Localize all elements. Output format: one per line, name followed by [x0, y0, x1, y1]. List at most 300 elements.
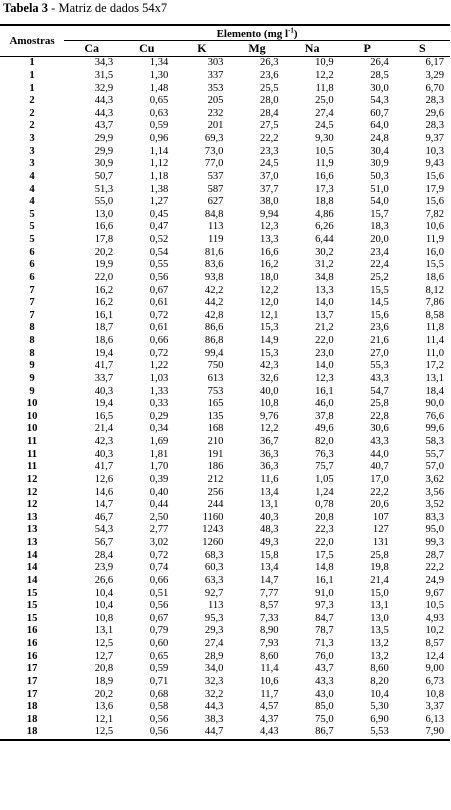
- sample-number-cell: 15: [26, 600, 38, 612]
- table-row: [0, 474, 450, 487]
- value-cell-k: 81,6: [204, 246, 224, 258]
- value-cell-p: 50,3: [370, 170, 389, 182]
- value-cell-ca: 14,7: [94, 499, 114, 511]
- value-cell-s: 76,6: [425, 410, 444, 422]
- value-cell-s: 24,9: [425, 574, 444, 586]
- value-cell-na: 16,6: [315, 170, 334, 182]
- table-row: [0, 714, 450, 727]
- value-cell-s: 8,58: [425, 309, 444, 321]
- value-cell-p: 15,7: [370, 208, 389, 220]
- sample-number-cell: 8: [29, 335, 35, 347]
- table-row: [0, 512, 450, 525]
- value-cell-na: 31,2: [315, 259, 334, 271]
- sample-number-cell: 11: [27, 436, 38, 448]
- value-cell-ca: 14,6: [94, 486, 114, 498]
- value-cell-na: 22,0: [315, 335, 334, 347]
- table-row: [0, 638, 450, 651]
- value-cell-p: 15,0: [370, 587, 389, 599]
- value-cell-p: 30,0: [370, 82, 389, 94]
- sample-number-cell: 1: [29, 69, 35, 81]
- value-cell-p: 55,3: [370, 360, 389, 372]
- value-cell-p: 15,5: [370, 284, 389, 296]
- value-cell-cu: 1,33: [149, 385, 169, 397]
- value-cell-na: 12,3: [315, 372, 334, 384]
- table-row: [0, 676, 450, 689]
- value-cell-ca: 21,4: [94, 423, 114, 435]
- value-cell-na: 49,6: [315, 423, 334, 435]
- value-cell-mg: 36,7: [260, 436, 279, 448]
- value-cell-cu: 2,77: [149, 524, 169, 536]
- value-cell-mg: 12,3: [260, 221, 279, 233]
- table-row: [0, 575, 450, 588]
- value-cell-p: 8,60: [370, 663, 389, 675]
- value-cell-ca: 13,0: [94, 208, 114, 220]
- value-cell-s: 58,3: [425, 436, 444, 448]
- sample-number-cell: 6: [29, 246, 35, 258]
- value-cell-mg: 24,5: [260, 158, 279, 170]
- value-cell-na: 10,9: [315, 57, 334, 69]
- group-header-text: Elemento (mg l: [216, 28, 289, 40]
- value-cell-s: 4,93: [425, 612, 444, 624]
- column-header-na: Na: [285, 41, 340, 57]
- value-cell-cu: 3,02: [149, 537, 169, 549]
- table-row: [0, 108, 450, 121]
- sample-number-cell: 14: [26, 562, 38, 574]
- value-cell-ca: 32,9: [94, 82, 114, 94]
- value-cell-s: 55,7: [425, 448, 444, 460]
- value-cell-k: 29,3: [204, 625, 224, 637]
- value-cell-mg: 12,2: [260, 284, 279, 296]
- value-cell-cu: 1,22: [149, 360, 169, 372]
- value-cell-ca: 16,5: [94, 410, 114, 422]
- value-cell-mg: 8,90: [260, 625, 279, 637]
- value-cell-p: 13,0: [370, 612, 389, 624]
- value-cell-p: 107: [372, 511, 389, 523]
- value-cell-s: 9,43: [425, 158, 444, 170]
- value-cell-s: 3,62: [425, 473, 444, 485]
- sample-number-cell: 14: [26, 574, 38, 586]
- value-cell-s: 6,13: [425, 713, 444, 725]
- value-cell-na: 1,05: [315, 473, 334, 485]
- value-cell-p: 6,90: [370, 713, 389, 725]
- value-cell-ca: 56,7: [94, 537, 114, 549]
- table-row: [0, 120, 450, 133]
- value-cell-p: 51,0: [370, 183, 389, 195]
- value-cell-mg: 28,0: [260, 95, 279, 107]
- value-cell-k: 303: [207, 57, 224, 69]
- value-cell-k: 86,8: [204, 335, 224, 347]
- value-cell-mg: 12,2: [260, 423, 279, 435]
- value-cell-mg: 16,2: [260, 259, 279, 271]
- value-cell-mg: 40,3: [260, 511, 279, 523]
- value-cell-cu: 0,65: [149, 650, 169, 662]
- table-row: [0, 284, 450, 297]
- value-cell-cu: 1,69: [149, 436, 169, 448]
- value-cell-cu: 0,29: [149, 410, 169, 422]
- sample-number-cell: 5: [29, 234, 35, 246]
- value-cell-na: 22,3: [315, 524, 334, 536]
- value-cell-k: 613: [207, 372, 224, 384]
- value-cell-na: 0,78: [315, 499, 334, 511]
- value-cell-p: 25,8: [370, 398, 389, 410]
- value-cell-ca: 41,7: [94, 461, 114, 473]
- sample-number-cell: 15: [26, 587, 38, 599]
- value-cell-s: 16,0: [425, 246, 444, 258]
- value-cell-cu: 0,45: [149, 208, 169, 220]
- value-cell-ca: 28,4: [94, 549, 114, 561]
- table-row: [0, 272, 450, 285]
- value-cell-mg: 4,43: [229, 726, 284, 740]
- value-cell-mg: 11,6: [260, 473, 279, 485]
- table-row: [0, 398, 450, 411]
- value-cell-na: 37,8: [315, 410, 334, 422]
- sample-number-cell: 9: [29, 372, 35, 384]
- table-row: [0, 600, 450, 613]
- value-cell-p: 24,8: [370, 133, 389, 145]
- value-cell-ca: 31,5: [94, 69, 114, 81]
- value-cell-p: 43,3: [370, 436, 389, 448]
- value-cell-mg: 26,3: [260, 57, 279, 69]
- sample-number-cell: 6: [29, 271, 35, 283]
- value-cell-na: 86,7: [285, 726, 340, 740]
- value-cell-cu: 0,61: [149, 322, 169, 334]
- value-cell-s: 11,0: [425, 347, 444, 359]
- value-cell-na: 46,0: [315, 398, 334, 410]
- table-row: [0, 373, 450, 386]
- table-row: [0, 448, 450, 461]
- value-cell-k: 77,0: [204, 158, 224, 170]
- value-cell-cu: 1,18: [149, 170, 169, 182]
- value-cell-cu: 0,71: [149, 675, 169, 687]
- value-cell-mg: 13,4: [260, 486, 279, 498]
- value-cell-cu: 0,59: [149, 663, 169, 675]
- sample-number-cell: 5: [29, 221, 35, 233]
- table-row: [0, 423, 450, 436]
- value-cell-k: 210: [207, 436, 224, 448]
- value-cell-mg: 4,37: [260, 713, 279, 725]
- value-cell-s: 7,90: [395, 726, 450, 740]
- value-cell-s: 83,3: [425, 511, 444, 523]
- value-cell-k: 168: [207, 423, 224, 435]
- value-cell-s: 10,6: [425, 221, 444, 233]
- value-cell-cu: 1,12: [149, 158, 169, 170]
- value-cell-k: 191: [207, 448, 224, 460]
- sample-number-cell: 2: [29, 95, 35, 107]
- value-cell-na: 16,1: [315, 385, 334, 397]
- value-cell-cu: 0,96: [149, 133, 169, 145]
- value-cell-na: 22,0: [315, 537, 334, 549]
- value-cell-cu: 0,74: [149, 562, 169, 574]
- value-cell-na: 82,0: [315, 436, 334, 448]
- value-cell-k: 32,3: [204, 675, 224, 687]
- value-cell-p: 30,4: [370, 145, 389, 157]
- sample-number-cell: 5: [29, 208, 35, 220]
- value-cell-s: 8,57: [425, 638, 444, 650]
- table-row: [0, 411, 450, 424]
- table-row: [0, 385, 450, 398]
- value-cell-p: 13,2: [370, 650, 389, 662]
- value-cell-mg: 7,33: [260, 612, 279, 624]
- value-cell-mg: 37,7: [260, 183, 279, 195]
- value-cell-k: 256: [207, 486, 224, 498]
- value-cell-s: 99,3: [425, 537, 444, 549]
- sample-number-cell: 12: [26, 486, 38, 498]
- value-cell-s: 3,37: [425, 701, 444, 713]
- value-cell-k: 212: [207, 473, 224, 485]
- table-row: [0, 297, 450, 310]
- value-cell-s: 90,0: [425, 398, 444, 410]
- group-header-suffix: ): [293, 28, 298, 40]
- value-cell-mg: 13,3: [260, 234, 279, 246]
- value-cell-ca: 12,6: [94, 473, 114, 485]
- value-cell-ca: 51,3: [94, 183, 114, 195]
- value-cell-k: 753: [207, 385, 224, 397]
- value-cell-s: 18,4: [425, 385, 444, 397]
- value-cell-na: 14,0: [315, 297, 334, 309]
- value-cell-s: 6,73: [425, 675, 444, 687]
- value-cell-mg: 23,3: [260, 145, 279, 157]
- table-row: [0, 537, 450, 550]
- value-cell-s: 3,52: [425, 499, 444, 511]
- value-cell-na: 12,2: [315, 69, 334, 81]
- value-cell-mg: 22,2: [260, 133, 279, 145]
- value-cell-k: 32,2: [204, 688, 224, 700]
- value-cell-k: 34,0: [204, 663, 224, 675]
- value-cell-p: 19,8: [370, 562, 389, 574]
- table-row: [0, 347, 450, 360]
- value-cell-mg: 25,5: [260, 82, 279, 94]
- value-cell-p: 20,0: [370, 234, 389, 246]
- value-cell-cu: 0,59: [149, 120, 169, 132]
- sample-number-cell: 3: [29, 145, 35, 157]
- value-cell-p: 26,4: [370, 57, 389, 69]
- table-row: [0, 246, 450, 259]
- value-cell-ca: 43,7: [94, 120, 114, 132]
- sample-number-cell: 8: [29, 347, 35, 359]
- value-cell-na: 84,7: [315, 612, 334, 624]
- group-header-exponent: -1: [288, 26, 294, 35]
- value-cell-s: 12,4: [425, 650, 444, 662]
- value-cell-mg: 16,6: [260, 246, 279, 258]
- value-cell-p: 131: [372, 537, 389, 549]
- table-body: [0, 57, 450, 740]
- table-row: [0, 625, 450, 638]
- value-cell-ca: 23,9: [94, 562, 114, 574]
- value-cell-cu: 0,47: [149, 221, 169, 233]
- value-cell-ca: 18,7: [94, 322, 114, 334]
- sample-number-cell: 18: [26, 713, 38, 725]
- sample-number-cell: 1: [29, 82, 35, 94]
- value-cell-cu: 0,56: [149, 713, 169, 725]
- value-cell-cu: 0,56: [149, 600, 169, 612]
- value-cell-p: 15,6: [370, 309, 389, 321]
- value-cell-cu: 1,38: [149, 183, 169, 195]
- value-cell-k: 99,4: [204, 347, 224, 359]
- table-row: [0, 562, 450, 575]
- value-cell-s: 95,0: [425, 524, 444, 536]
- value-cell-s: 17,9: [425, 183, 444, 195]
- value-cell-s: 11,9: [425, 234, 444, 246]
- value-cell-ca: 40,3: [94, 385, 114, 397]
- value-cell-p: 22,2: [370, 486, 389, 498]
- value-cell-cu: 0,72: [149, 549, 169, 561]
- value-cell-k: 337: [207, 69, 224, 81]
- sample-number-cell: 7: [29, 309, 35, 321]
- value-cell-na: 75,7: [315, 461, 334, 473]
- value-cell-p: 17,0: [370, 473, 389, 485]
- value-cell-s: 13,1: [425, 372, 444, 384]
- value-cell-cu: 0,34: [149, 423, 169, 435]
- value-cell-mg: 27,5: [260, 120, 279, 132]
- value-cell-s: 6,17: [425, 57, 444, 69]
- value-cell-mg: 48,3: [260, 524, 279, 536]
- value-cell-k: 1160: [202, 511, 224, 523]
- value-cell-p: 23,6: [370, 322, 389, 334]
- table-row: [0, 499, 450, 512]
- value-cell-k: 92,7: [204, 587, 224, 599]
- value-cell-p: 30,6: [370, 423, 389, 435]
- value-cell-na: 18,8: [315, 196, 334, 208]
- value-cell-ca: 26,6: [94, 574, 114, 586]
- value-cell-k: 537: [207, 170, 224, 182]
- value-cell-ca: 18,9: [94, 675, 114, 687]
- value-cell-na: 43,3: [315, 675, 334, 687]
- value-cell-cu: 1,34: [149, 57, 169, 69]
- value-cell-cu: 0,67: [149, 612, 169, 624]
- table-row: [0, 524, 450, 537]
- column-header-mg: Mg: [229, 41, 284, 57]
- value-cell-mg: 12,1: [260, 309, 279, 321]
- value-cell-ca: 10,4: [94, 587, 114, 599]
- value-cell-p: 22,8: [370, 410, 389, 422]
- value-cell-k: 205: [207, 95, 224, 107]
- value-cell-mg: 8,60: [260, 650, 279, 662]
- table-row: [0, 335, 450, 348]
- sample-number-cell: 2: [29, 107, 35, 119]
- value-cell-s: 7,82: [425, 208, 444, 220]
- value-cell-s: 11,4: [425, 335, 444, 347]
- value-cell-p: 64,0: [370, 120, 389, 132]
- value-cell-cu: 1,30: [149, 69, 169, 81]
- value-cell-k: 93,8: [204, 271, 224, 283]
- column-header-k: K: [174, 41, 229, 57]
- table-row: [0, 650, 450, 663]
- value-cell-mg: 12,0: [260, 297, 279, 309]
- value-cell-cu: 0,60: [149, 638, 169, 650]
- sample-number-cell: 4: [29, 196, 35, 208]
- group-header-elemento: [64, 25, 450, 41]
- value-cell-ca: 20,2: [94, 688, 114, 700]
- value-cell-ca: 20,8: [94, 663, 114, 675]
- value-cell-p: 13,1: [370, 600, 389, 612]
- value-cell-na: 85,0: [315, 701, 334, 713]
- value-cell-cu: 1,70: [149, 461, 169, 473]
- value-cell-cu: 0,52: [149, 234, 169, 246]
- value-cell-k: 750: [207, 360, 224, 372]
- value-cell-s: 22,2: [425, 562, 444, 574]
- value-cell-p: 20,6: [370, 499, 389, 511]
- table-row: [0, 95, 450, 108]
- value-cell-na: 21,2: [315, 322, 334, 334]
- value-cell-cu: 0,72: [149, 347, 169, 359]
- caption-title: Matriz de dados 54x7: [58, 1, 168, 15]
- value-cell-mg: 10,6: [260, 675, 279, 687]
- value-cell-cu: 1,81: [149, 448, 169, 460]
- value-cell-mg: 38,0: [260, 196, 279, 208]
- sample-number-cell: 3: [29, 158, 35, 170]
- table-row: [0, 701, 450, 714]
- value-cell-k: 73,0: [204, 145, 224, 157]
- value-cell-ca: 50,7: [94, 170, 114, 182]
- value-cell-na: 34,8: [315, 271, 334, 283]
- value-cell-p: 43,3: [370, 372, 389, 384]
- value-cell-mg: 14,7: [260, 574, 279, 586]
- value-cell-cu: 1,27: [149, 196, 169, 208]
- value-cell-k: 38,3: [204, 713, 224, 725]
- value-cell-na: 14,8: [315, 562, 334, 574]
- value-cell-ca: 16,6: [94, 221, 114, 233]
- value-cell-ca: 16,2: [94, 284, 114, 296]
- value-cell-s: 3,29: [425, 69, 444, 81]
- value-cell-ca: 54,3: [94, 524, 114, 536]
- sample-number-cell: 16: [26, 638, 38, 650]
- value-cell-s: 9,37: [425, 133, 444, 145]
- value-cell-mg: 32,6: [260, 372, 279, 384]
- table-row: [0, 82, 450, 95]
- value-cell-p: 5,30: [370, 701, 389, 713]
- value-cell-p: 54,0: [370, 196, 389, 208]
- value-cell-cu: 0,51: [149, 587, 169, 599]
- value-cell-ca: 44,3: [94, 95, 114, 107]
- value-cell-cu: 0,65: [149, 95, 169, 107]
- value-cell-na: 17,3: [315, 183, 334, 195]
- value-cell-p: 30,9: [370, 158, 389, 170]
- table-row: [0, 436, 450, 449]
- value-cell-s: 7,86: [425, 297, 444, 309]
- value-cell-na: 17,5: [315, 549, 334, 561]
- table-row: [0, 461, 450, 474]
- value-cell-ca: 10,8: [94, 612, 114, 624]
- value-cell-ca: 10,4: [94, 600, 114, 612]
- value-cell-ca: 41,7: [94, 360, 114, 372]
- value-cell-ca: 44,3: [94, 107, 114, 119]
- value-cell-na: 75,0: [315, 713, 334, 725]
- value-cell-na: 91,0: [315, 587, 334, 599]
- value-cell-k: 165: [207, 398, 224, 410]
- table-caption: [3, 1, 167, 16]
- value-cell-ca: 19,4: [94, 347, 114, 359]
- value-cell-k: 353: [207, 82, 224, 94]
- table-row: [0, 133, 450, 146]
- value-cell-s: 28,7: [425, 549, 444, 561]
- value-cell-mg: 28,4: [260, 107, 279, 119]
- column-header-ca: Ca: [64, 41, 119, 57]
- value-cell-p: 21,6: [370, 335, 389, 347]
- value-cell-ca: 34,3: [94, 57, 114, 69]
- value-cell-k: 1243: [202, 524, 224, 536]
- value-cell-mg: 8,57: [260, 600, 279, 612]
- value-cell-p: 25,8: [370, 549, 389, 561]
- value-cell-k: 119: [207, 234, 224, 246]
- sample-number-cell: 17: [26, 688, 38, 700]
- table-row: [0, 613, 450, 626]
- value-cell-cu: 0,66: [149, 335, 169, 347]
- value-cell-na: 76,0: [315, 650, 334, 662]
- value-cell-mg: 4,57: [260, 701, 279, 713]
- value-cell-k: 84,8: [204, 208, 224, 220]
- table-row: [0, 234, 450, 247]
- value-cell-na: 10,5: [315, 145, 334, 157]
